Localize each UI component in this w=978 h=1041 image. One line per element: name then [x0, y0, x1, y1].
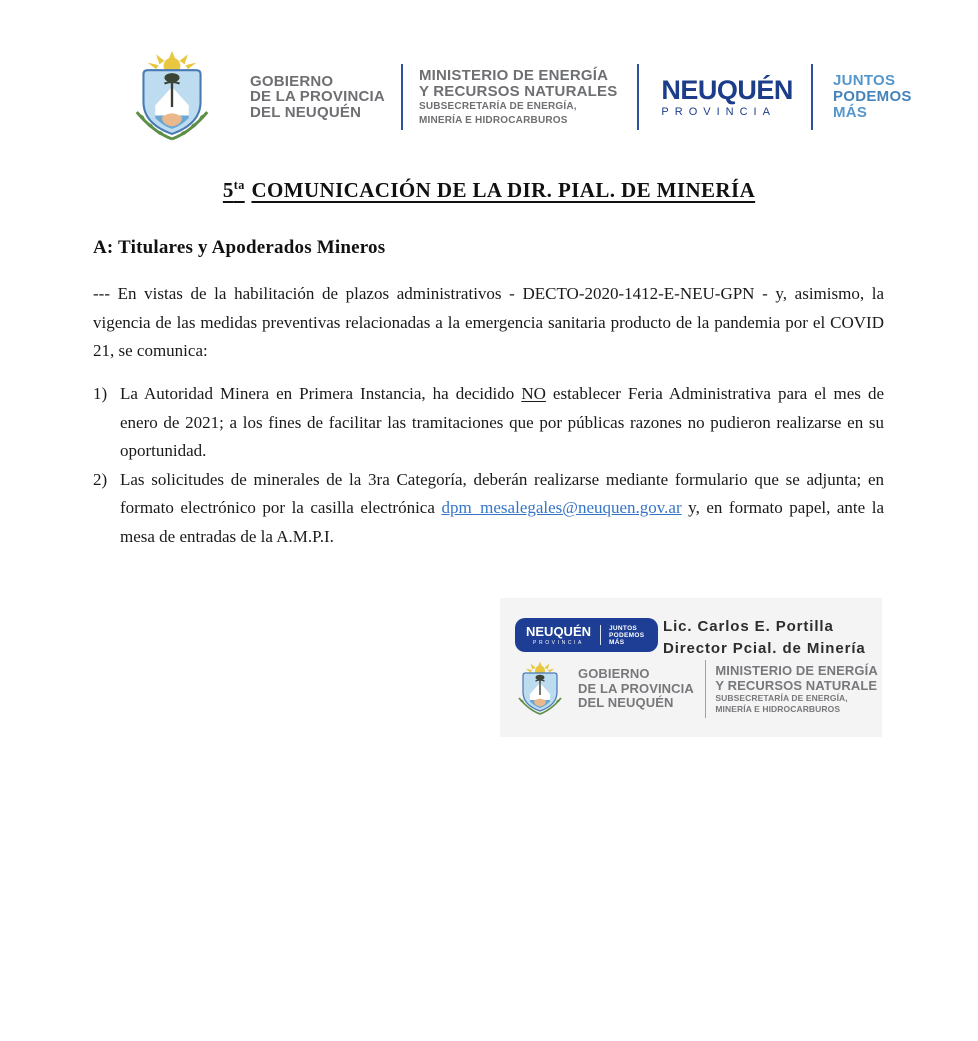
- slogan: [833, 73, 912, 121]
- numbered-list: [93, 380, 884, 551]
- slogan-line: PODEMOS: [832, 88, 912, 105]
- document-title-text: $5^{ta}$ COMUNICACIÓN DE LA DIR. PIAL. DE MINERÍA: [222, 178, 756, 202]
- ministry-name: [419, 68, 617, 126]
- header-divider: [401, 64, 403, 130]
- badge-provincia-wordmark: PROVINCIA: [533, 639, 584, 646]
- email-link[interactable]: dpm_mesalegales@neuquen.gov.ar: [441, 498, 682, 517]
- neuquen-badge: [515, 618, 658, 652]
- list-item: [93, 380, 884, 466]
- signature-block: [500, 598, 882, 737]
- intro-paragraph: --- En vistas de la habilitación de plazos administrativos - DECTO-2020-1412-E-NEU-GPN - y, asimismo, la vigencia de las medidas preventivas relacionadas a la emergencia sanitaria producto de la pandemia por el COVID 21, se comunica:: [93, 284, 884, 360]
- signature-letterhead: [514, 660, 878, 718]
- signature-ministry-name: MINISTERIO DE ENERGÍA Y RECURSOS NATURALE SUBSECRETARÍA DE ENERGÍA, MINERÍA E HIDROCARBUROS: [715, 663, 878, 714]
- signer-identity: [663, 616, 866, 660]
- underlined-emphasis: NO: [521, 384, 546, 403]
- subsecretary-line: SUBSECRETARÍA DE ENERGÍA,: [418, 101, 577, 112]
- slogan-line: JUNTOS: [832, 72, 896, 89]
- header-divider: [637, 64, 639, 130]
- signer-title: Director Pcial. de Minería: [663, 640, 866, 657]
- addressee-line: A: Titulares y Apoderados Mineros: [93, 237, 386, 258]
- neuquen-provincia-logo: [661, 74, 793, 118]
- slogan-line: MÁS: [832, 104, 868, 121]
- signature-divider: [705, 660, 707, 718]
- badge-neuquen-logo: [526, 625, 591, 646]
- list-item: [93, 466, 884, 552]
- ministry-line: Y RECURSOS NATURALES: [418, 82, 618, 100]
- government-line: GOBIERNO: [250, 72, 334, 90]
- subsecretary-line: MINERÍA E HIDROCARBUROS: [418, 114, 568, 126]
- signer-name: Lic. Carlos E. Portilla: [663, 618, 834, 635]
- badge-neuquen-wordmark: NEUQUÉN: [526, 623, 592, 639]
- badge-divider: [600, 625, 601, 645]
- ministry-line: MINISTERIO DE ENERGÍA: [418, 67, 609, 84]
- document-title: [0, 178, 978, 203]
- header-divider: [811, 64, 813, 130]
- list-item-number: 1): [93, 384, 108, 403]
- list-item-text: La Autoridad Minera en Primera Instancia, ha decidido NO establecer Feria Administrativa para el mes de enero de 2021; a los fines de facilitar las tramitaciones que por públicas razones no pudieron realizarse en su oportunidad.: [120, 384, 884, 460]
- list-item-number: 2): [93, 469, 108, 489]
- provincial-coat-of-arms-icon: [514, 661, 566, 717]
- signature-government-name: GOBIERNO DE LA PROVINCIA DEL NEUQUÉN: [578, 666, 694, 711]
- government-line: DEL NEUQUÉN: [250, 103, 362, 121]
- badge-slogan: JUNTOS PODEMOS MÁS: [609, 624, 645, 646]
- provincial-coat-of-arms-icon: [128, 50, 216, 144]
- government-line: DE LA PROVINCIA: [250, 88, 385, 106]
- letterhead: [128, 50, 912, 144]
- provincia-wordmark: PROVINCIA: [661, 105, 776, 118]
- government-name: [250, 74, 385, 121]
- neuquen-wordmark: NEUQUÉN: [661, 74, 793, 105]
- list-item-text: Las solicitudes de minerales de la 3ra Categoría, deberán realizarse mediante formulario que se adjunta; en formato electrónico por la casilla electrónica dpm_mesalegales@neuquen.gov.ar y, en formato papel, ante la mesa de entradas de la A.M.P.I.: [120, 469, 884, 546]
